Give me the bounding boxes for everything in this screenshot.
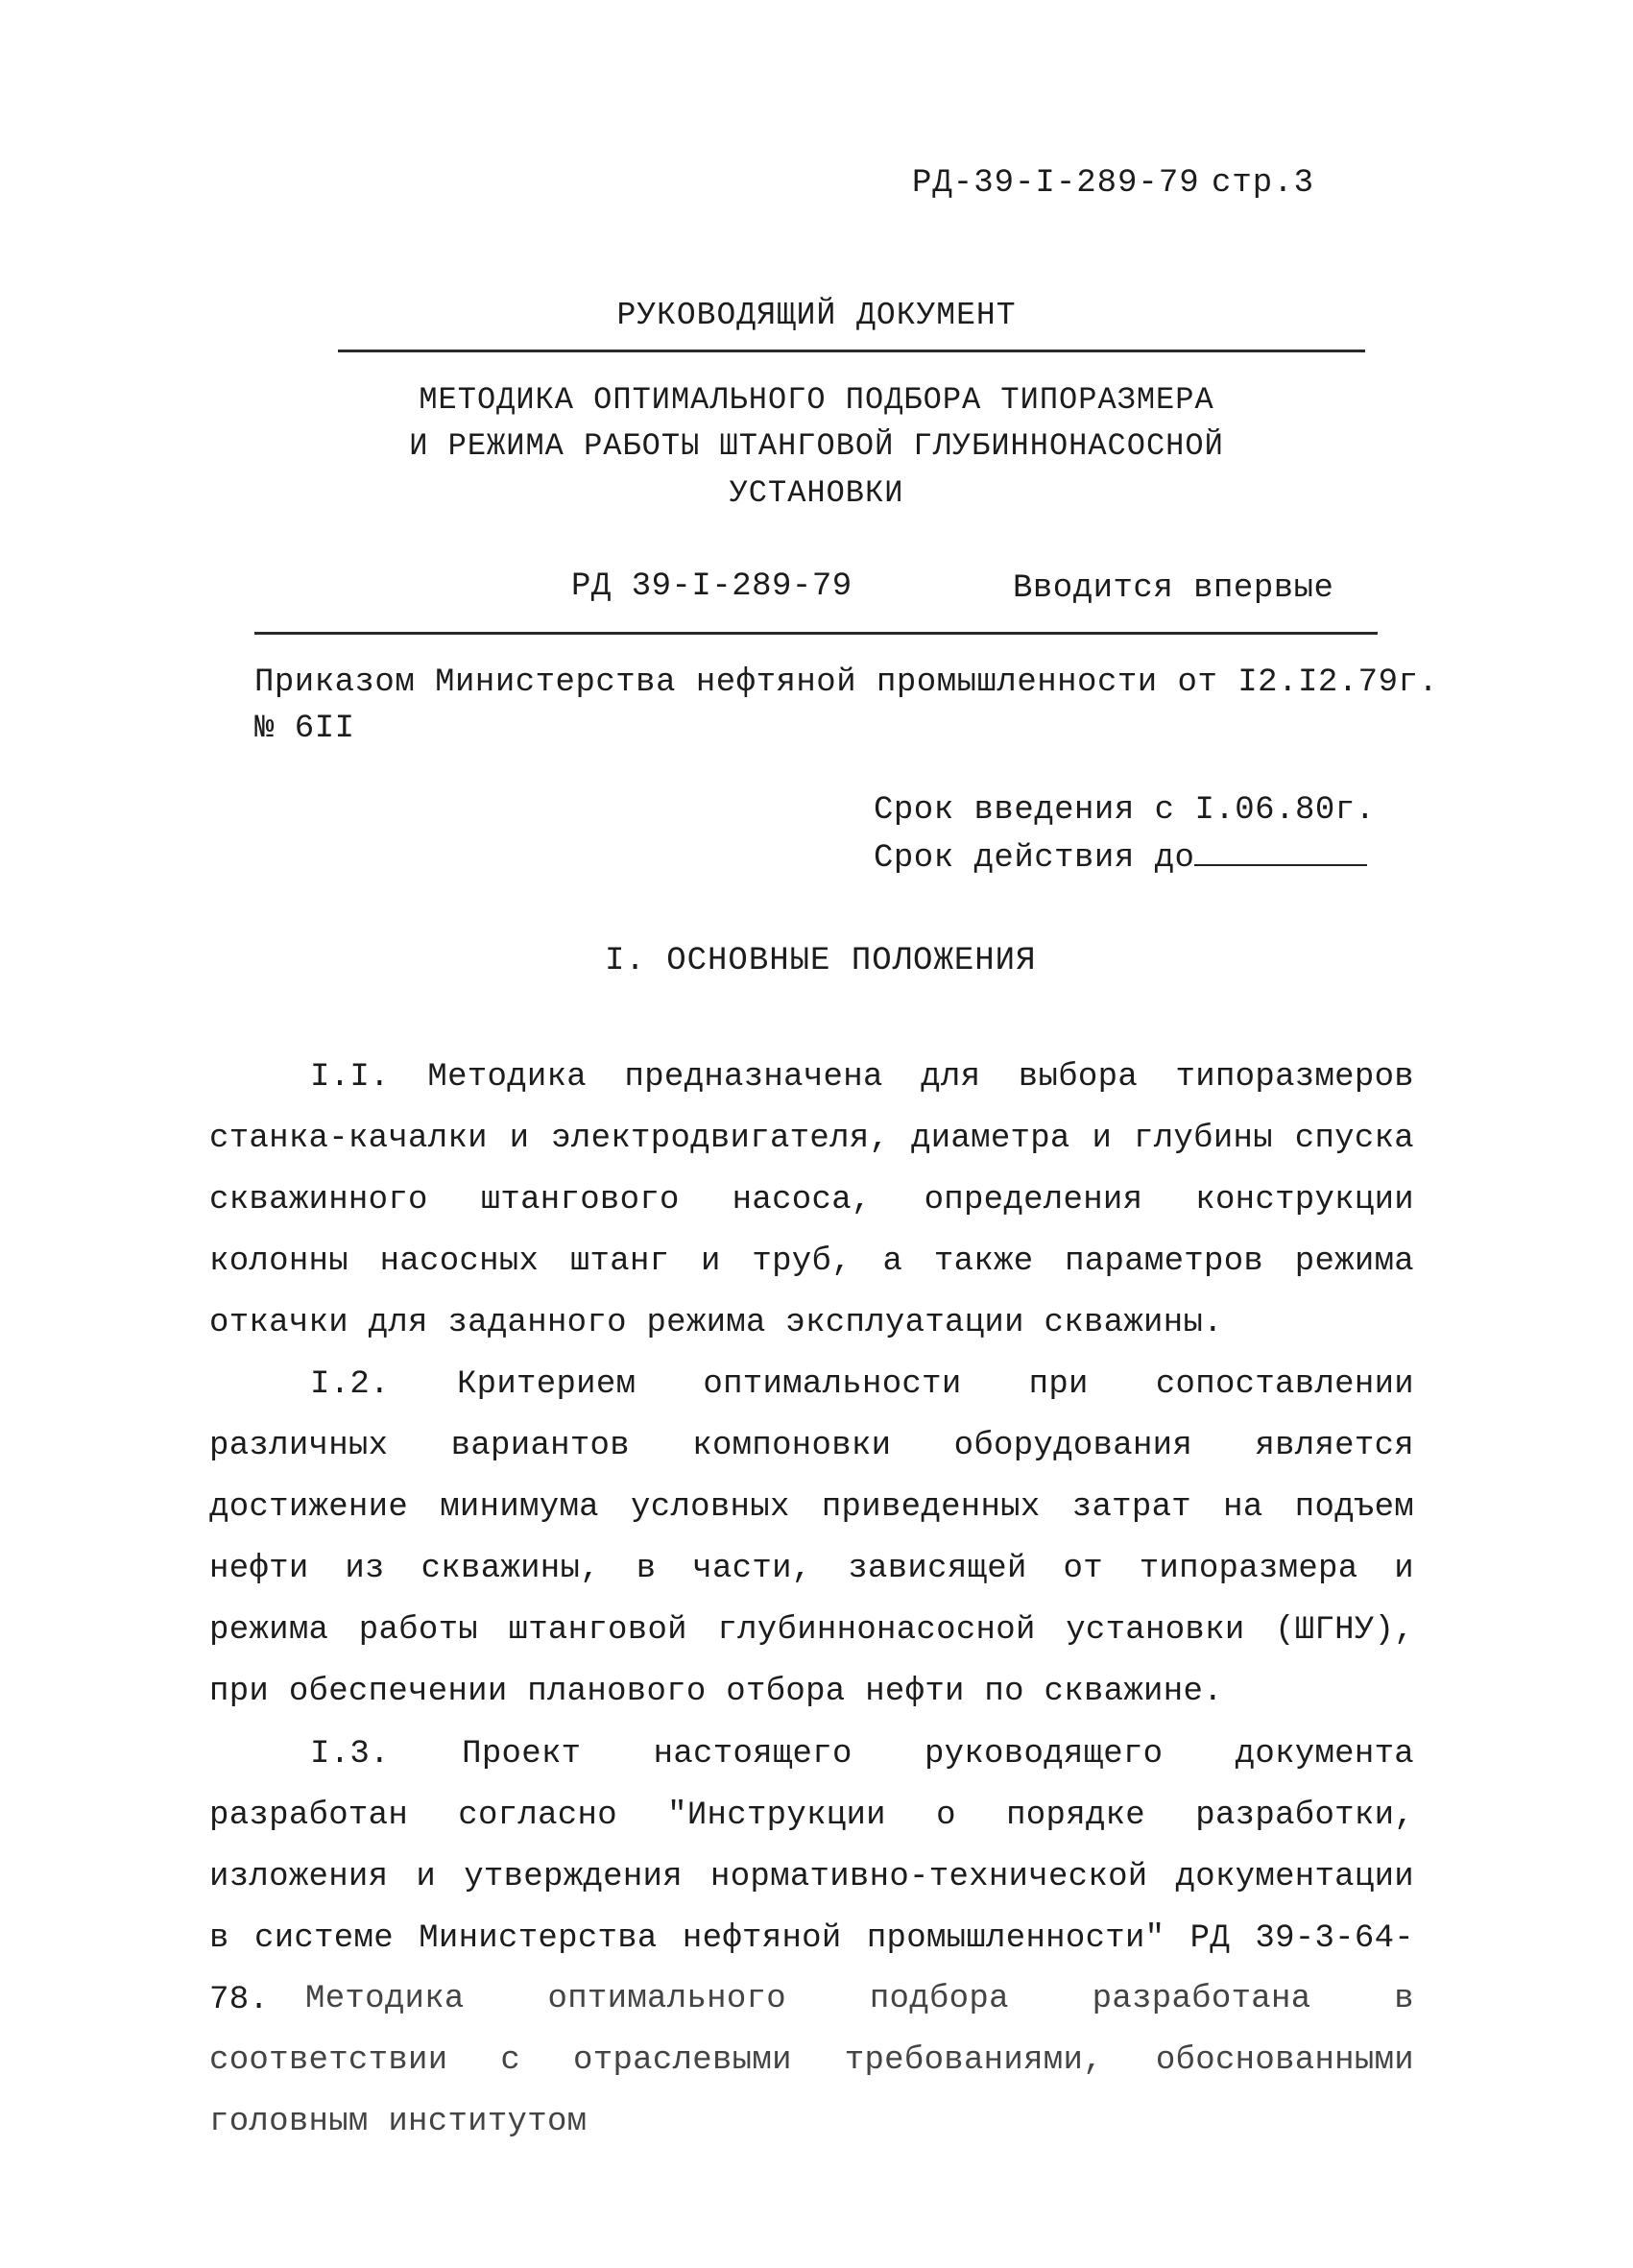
paragraph-1-1 [209, 1047, 1414, 1354]
rule-middle [254, 632, 1378, 635]
header-page-number: стр.3 [1212, 165, 1315, 202]
paragraph-text: Методика предназначена для выбора типоразмеров станка-качалки и электродвигателя, диаметра и глубины спуска скважинного штангового насоса, определения конструкции колонны насосных штанг и труб, а также параметров режима откачки для заданного режима эксплуатации скважины. [209, 1059, 1414, 1341]
doc-number: РД 39-I-289-79 [571, 568, 853, 605]
title-line-3: УСТАНОВКИ [729, 475, 904, 511]
paragraph-number: I.2. [310, 1366, 390, 1403]
doc-type-heading: РУКОВОДЯЩИЙ ДОКУМЕНТ [616, 298, 1017, 333]
validity-line [874, 837, 1367, 877]
start-date: Срок введения с I.06.80г. [874, 792, 1376, 829]
paragraph-number: I.I. [310, 1059, 390, 1096]
paragraph-text: Проект настоящего руководящего документа разработан согласно "Инструкции о порядке разработки, изложения и утверждения нормативно-технической документации в системе Министерства нефтяной промышленности" РД 39-3-64-78. [209, 1736, 1414, 2018]
paragraph-text: Методика оптимального подбора разработана в соответствии с отраслевыми требованиями, обоснованными головным институтом [209, 1981, 1414, 2140]
header-doc-code: РД-39-I-289-79 [912, 165, 1200, 202]
title-line-2: И РЕЖИМА РАБОТЫ ШТАНГОВОЙ ГЛУБИННОНАСОСНОЙ [409, 428, 1224, 464]
section-title: I. ОСНОВНЫЕ ПОЛОЖЕНИЯ [605, 943, 1037, 979]
paragraph-number: I.3. [310, 1736, 390, 1773]
order-number: № 6II [254, 711, 355, 747]
paragraph-methodology [209, 1968, 1414, 2153]
validity-blank [1194, 837, 1367, 866]
introduced-note: Вводится впервые [1013, 570, 1334, 607]
title-line-1: МЕТОДИКА ОПТИМАЛЬНОГО ПОДБОРА ТИПОРАЗМЕРА [419, 382, 1214, 418]
rule-top [338, 350, 1365, 352]
order-line: Приказом Министерства нефтяной промышленности от I2.I2.79г. [254, 664, 1439, 701]
validity-label: Срок действия до [874, 840, 1195, 877]
paragraph-1-2 [209, 1354, 1414, 1723]
paragraph-text: Критерием оптимальности при сопоставлении различных вариантов компоновки оборудования является достижение минимума условных приведенных затрат на подъем нефти из скважины, в части, зависящей от типоразмера и режима работы штанговой глубиннонасосной установки (ШГНУ), при обеспечении планового отбора нефти по скважине. [209, 1366, 1414, 1710]
